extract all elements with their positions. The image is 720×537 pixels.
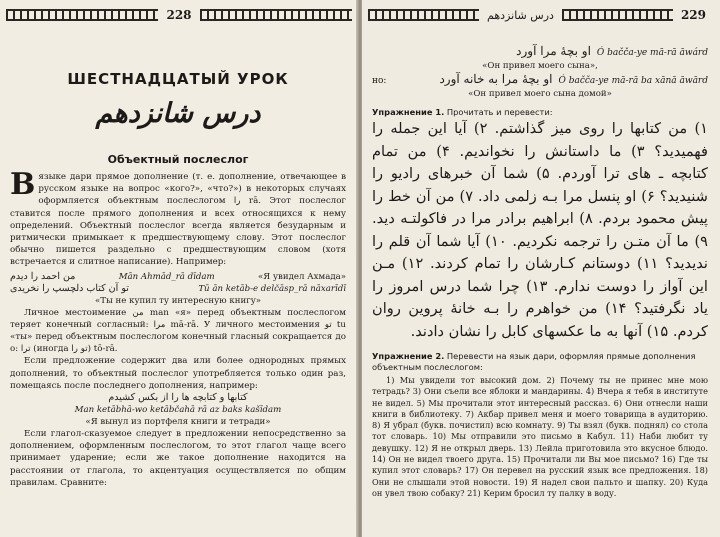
exercise-2-heading bbox=[372, 351, 708, 373]
example-translit: Ó bačča-ye mā-rā āwárd bbox=[596, 48, 708, 58]
example-persian: او بچهٔ مرا به خانه آورد bbox=[439, 72, 553, 86]
exercise-2-instruction: Перевести на язык дари, оформляя прямые дополнения объектным послеслогом: bbox=[372, 351, 696, 372]
ornament-border bbox=[6, 9, 158, 21]
page-number: 229 bbox=[680, 8, 707, 22]
example-translit: Ó bačča-ye mā-rā ba xānā āwārd bbox=[558, 76, 708, 86]
example-translit: Mān Ahmād_rā dīdam bbox=[118, 271, 215, 282]
example-1 bbox=[10, 271, 346, 283]
example-translit: Man ketābhā-wo ketābčahā rā az baks kašīdam bbox=[74, 405, 282, 416]
exercise-1-heading bbox=[372, 107, 708, 118]
example-persian: او بچهٔ مرا آورد bbox=[516, 44, 591, 58]
contrast-label: но: bbox=[372, 76, 387, 86]
left-header-band bbox=[6, 6, 352, 24]
paragraph-pronoun: Личное местоимение من man «я» перед объектным послеслогом теряет конечный согласный: مرا mā-rā. У личного местоимения تو tu «ты» перед объектным послеслогом конечный гласный сокращается до o: ترا (иногда تو را) tō-rā. bbox=[10, 307, 346, 355]
exercise-1-text: ۱) من کتابها را روی میز گذاشتم. ۲) آیا این جمله را فهمیدید؟ ۳) ما داستانش را نخواندیم. ۴) من تمام کتابچه ـ های ترا آوردم. ۵) شما آن خبرهای رادیو را شنیدید؟ ۶) او پنسل مرا بـه زلمی داد. ۷) من آن خط را پیش محمود بردم. ۸) ابراهیم برادر مرا در فاکولتـه دید. ۹) ما آن متـن را ترجمه نکردیم. ۱۰) آیا شما آن قلم را ندیدید؟ ۱۱) دوستانم کـارشان را تمام کردند. ۱۲) مـن این آواز را دوست ندارم. ۱۳) چرا شما درس امروز را یاد نگرفتید؟ ۱۴) من خواهرم را بـه خانهٔ پروین روان کردم. ۱۵) آنها به ما عکسهای کابل را نشان دادند. bbox=[372, 120, 709, 340]
drop-cap: В bbox=[10, 167, 36, 202]
left-page bbox=[0, 0, 358, 537]
right-page bbox=[362, 0, 720, 537]
right-header-band bbox=[368, 6, 714, 24]
exercise-2-label: Упражнение 2. bbox=[372, 351, 445, 361]
intro-text: языке дари прямое дополнение (т. е. дополнение, отвечающее в русском языке на вопрос «кого?», «что?») в некоторых случаях оформляется объектным послеслогом را rā. Этот послеслог ставится после прямого дополнения и всех относящихся к нему определений. Объектный послеслог всегда является безударным и ритмически примыкает к предшествующему слову. Этот послеслог обычно пишется раздельно с предшествующим словом (хотя встречается и слитное написание). Например: bbox=[10, 172, 346, 268]
intro-paragraph bbox=[10, 167, 346, 269]
exercise-2-text: 1) Мы увидели тот высокий дом. 2) Почему ты не принес мне мою тетрадь? 3) Они съели все яблоки и мандарины. 4) Вчера я тебя в институте не видел. 5) Мы прочитали этот интересный рассказ. 6) Они отнесли наши книги в библиотеку. 7) Акбар привел меня и моего товарища в аудиторию. 8) Я убрал (букв. почистил) всю комнату. 9) Ты взял (букв. поднял) со стола тот словарь. 10) Мы отправили это письмо в Кабул. 11) Наби любит ту девушку. 12) Я не открыл дверь. 13) Лейла приготовила это вкусное блюдо. 14) Он не видел твоего друга. 15) Прочитали ли Вы мое письмо? 16) Где ты купил этот словарь? 17) Он перевел на русский язык все предложения. 18) Они не слышали этой новости. 19) Я надел свои пальто и шапку. 20) Куда он увел твою собаку? 21) Керим бросил ту палку в воду. bbox=[372, 375, 708, 498]
ornament-border bbox=[368, 9, 479, 21]
paragraph-homogeneous: Если предложение содержит два или более однородных прямых дополнений, то объектный послеслог употребляется только один раз, помещаясь после последнего дополнения, например: bbox=[10, 356, 346, 391]
example-translation: «Я увидел Ахмада» bbox=[258, 271, 346, 282]
ornament-border bbox=[562, 9, 673, 21]
lesson-title: ШЕСТНАДЦАТЫЙ УРОК bbox=[67, 70, 289, 88]
example-persian: کتابها و کتابچه ها را از بکس کشیدم bbox=[108, 392, 248, 404]
page-number: 228 bbox=[166, 8, 192, 22]
exercise-1-label: Упражнение 1. bbox=[372, 107, 445, 117]
lesson-title-persian: درس شانزدهم bbox=[95, 98, 261, 129]
right-body bbox=[372, 44, 708, 499]
example-b bbox=[372, 72, 708, 88]
example-2 bbox=[10, 283, 346, 295]
example-translation: «Я вынул из портфеля книги и тетради» bbox=[85, 417, 271, 428]
example-translation: «Он привел моего сына», bbox=[482, 61, 598, 71]
example-a bbox=[372, 44, 708, 60]
example-persian: تو آن کتاب دلچسپ را نخریدی bbox=[10, 282, 129, 294]
example-translit: Tū ān ketāb-e delčāsp_rā nāxarīdī bbox=[198, 283, 346, 294]
paragraph-stress: Если глагол-сказуемое следует в предложении непосредственно за дополнением, оформленным послеслогом, то этот глагол чаще всего принимает ударение; если же такое дополнение находится на расстоянии от глагола, то акцентуация осуществляется по общим правилам. Сравните: bbox=[10, 429, 346, 488]
left-body bbox=[10, 167, 346, 489]
section-title: Объектный послеслог bbox=[107, 153, 249, 166]
running-head: درس شانزدهم bbox=[487, 8, 554, 22]
example-persian: من احمد را دیدم bbox=[10, 270, 76, 282]
example-translation: «Ты не купил ту интересную книгу» bbox=[94, 295, 262, 306]
example-translation: «Он привел моего сына домой» bbox=[468, 89, 612, 99]
ornament-border bbox=[200, 9, 352, 21]
exercise-1-instruction: Прочитать и перевести: bbox=[446, 107, 553, 117]
